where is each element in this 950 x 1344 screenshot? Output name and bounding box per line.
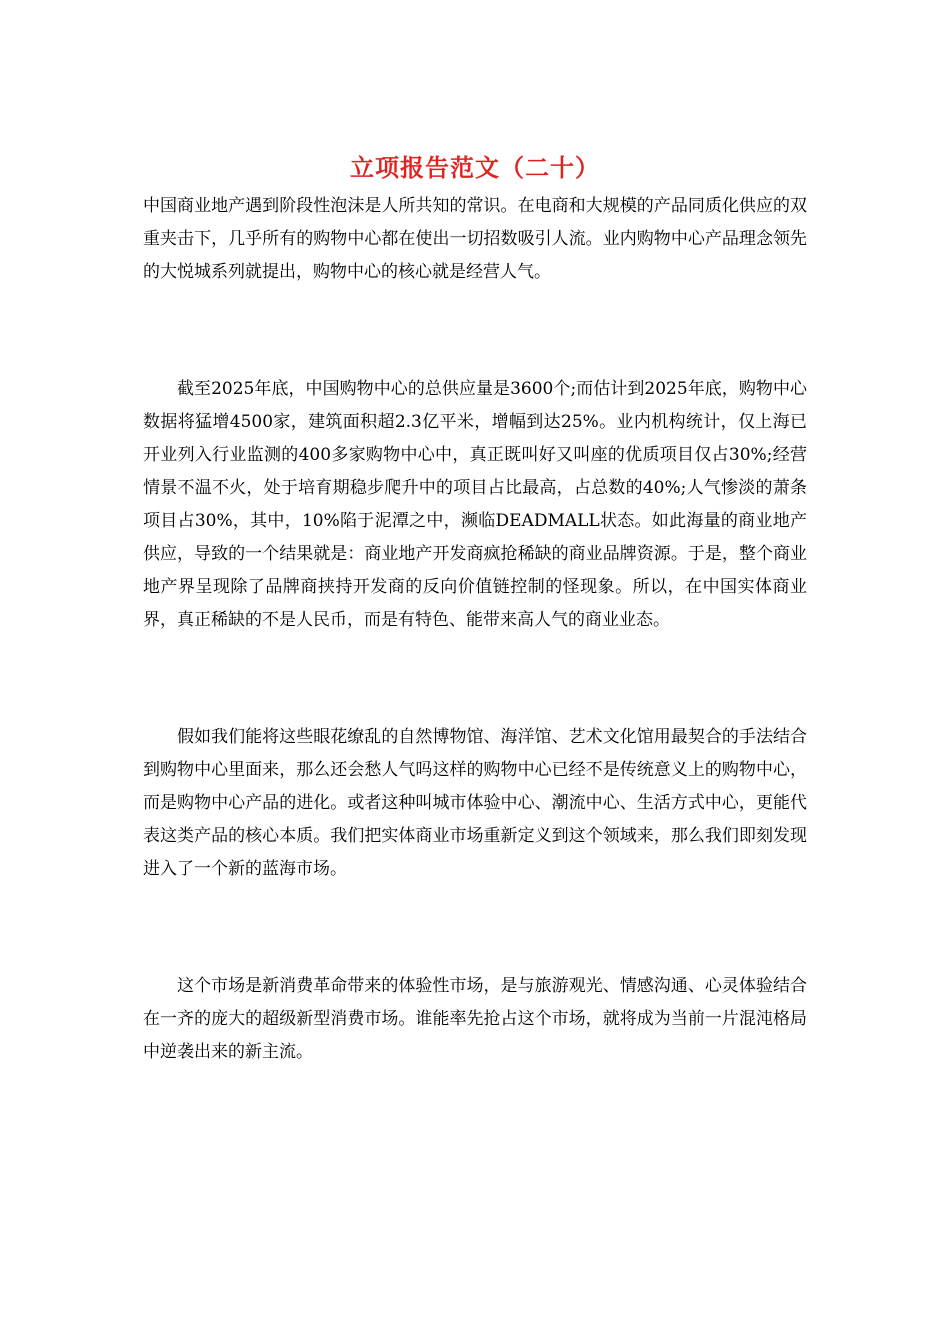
paragraph-gap	[143, 289, 807, 373]
document-title: 立项报告范文（二十）	[350, 153, 600, 182]
paragraph-4: 这个市场是新消费革命带来的体验性市场，是与旅游观光、情感沟通、心灵体验结合在一齐的庞大的超级新型消费市场。谁能率先抢占这个市场，就将成为当前一片混沌格局中逆袭出来的新主流。	[143, 976, 807, 1062]
paragraph-gap	[143, 886, 807, 970]
paragraph-gap	[143, 637, 807, 721]
document-page	[143, 150, 807, 1069]
paragraph-1: 中国商业地产遇到阶段性泡沫是人所共知的常识。在电商和大规模的产品同质化供应的双重夹击下，几乎所有的购物中心都在使出一切招数吸引人流。业内购物中心产品理念领先的大悦城系列就提出，购物中心的核心就是经营人气。	[143, 196, 807, 282]
paragraph-2: 截至2025年底，中国购物中心的总供应量是3600个;而估计到2025年底，购物中心数据将猛增4500家，建筑面积超2.3亿平米，增幅到达25%。业内机构统计，仅上海已开业列入行业监测的400多家购物中心中，真正既叫好又叫座的优质项目仅占30%;经营情景不温不火，处于培育期稳步爬升中的项目占比最高，占总数的40%;人气惨淡的萧条项目占30%，其中，10%陷于泥潭之中，濒临DEADMALL状态。如此海量的商业地产供应，导致的一个结果就是：商业地产开发商疯抢稀缺的商业品牌资源。于是，整个商业地产界呈现除了品牌商挟持开发商的反向价值链控制的怪现象。所以，在中国实体商业界，真正稀缺的不是人民币，而是有特色、能带来高人气的商业业态。	[143, 379, 807, 630]
paragraph-3: 假如我们能将这些眼花缭乱的自然博物馆、海洋馆、艺术文化馆用最契合的手法结合到购物中心里面来，那么还会愁人气吗这样的购物中心已经不是传统意义上的购物中心，而是购物中心产品的进化。或者这种叫城市体验中心、潮流中心、生活方式中心，更能代表这类产品的核心本质。我们把实体商业市场重新定义到这个领域来，那么我们即刻发现进入了一个新的蓝海市场。	[143, 727, 807, 879]
